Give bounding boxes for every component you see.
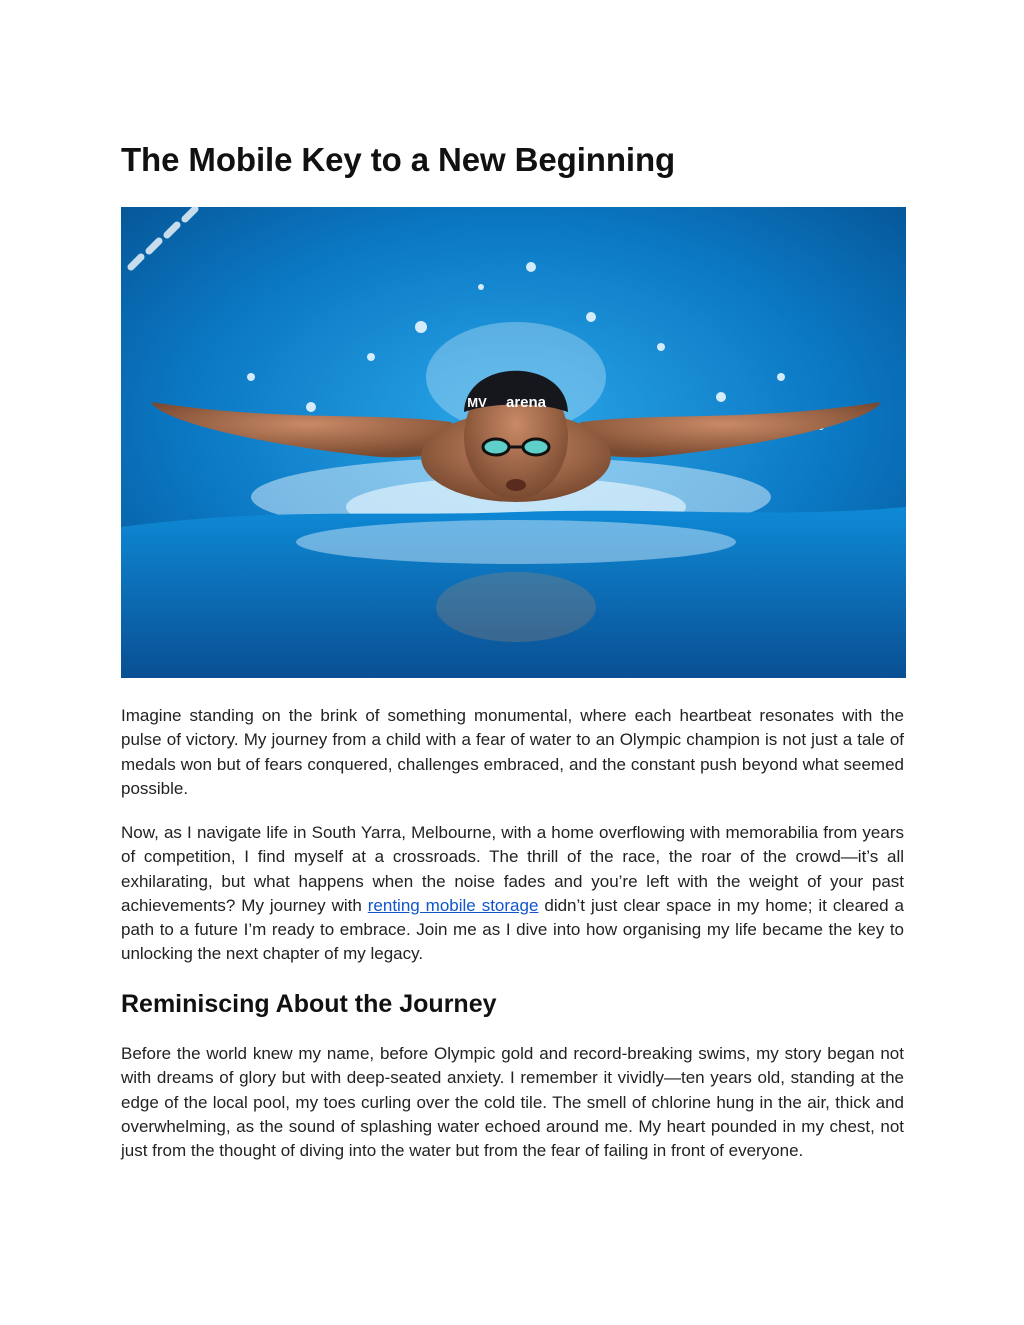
cap-brand-text: arena: [505, 394, 547, 411]
page-title: The Mobile Key to a New Beginning: [121, 141, 676, 178]
hero-image-swimmer: [121, 207, 906, 678]
paragraph-storage: [121, 821, 904, 967]
section-heading: Reminiscing About the Journey: [121, 990, 497, 1018]
cap-mark-text: MV: [467, 395, 487, 410]
intro-paragraph: Imagine standing on the brink of something monumental, where each heartbeat resonates with the pulse of victory. My journey from a child with a fear of water to an Olympic champion is not just a tale of medals won but of fears conquered, challenges embraced, and the constant push beyond what seemed possible.: [121, 706, 904, 798]
paragraph-journey: Before the world knew my name, before Olympic gold and record-breaking swims, my story began not with dreams of glory but with deep-seated anxiety. I remember it vividly—ten years old, standing at the edge of the local pool, my toes curling over the cold tile. The smell of chlorine hung in the air, thick and overwhelming, as the sound of splashing water echoed around me. My heart pounded in my chest, not just from the thought of diving into the water but from the fear of failing in front of everyone.: [121, 1044, 904, 1161]
renting-mobile-storage-link[interactable]: renting mobile storage: [367, 895, 539, 915]
paragraph-storage-text-2: didn’t just clear space in my home; it cleared a path to a future I’m ready to embrace. Join me as I dive into how organising my life became the key to unlocking the next chapter of my legacy.: [121, 895, 904, 964]
paragraph-storage-text-1: Now, as I navigate life in South Yarra, Melbourne, with a home overflowing with memorabilia from years of competition, I find myself at a crossroads. The thrill of the race, the roar of the crowd—it’s all exhilarating, but what happens when the noise fades and you’re left with the weight of your past achievements? My journey with: [121, 823, 904, 915]
